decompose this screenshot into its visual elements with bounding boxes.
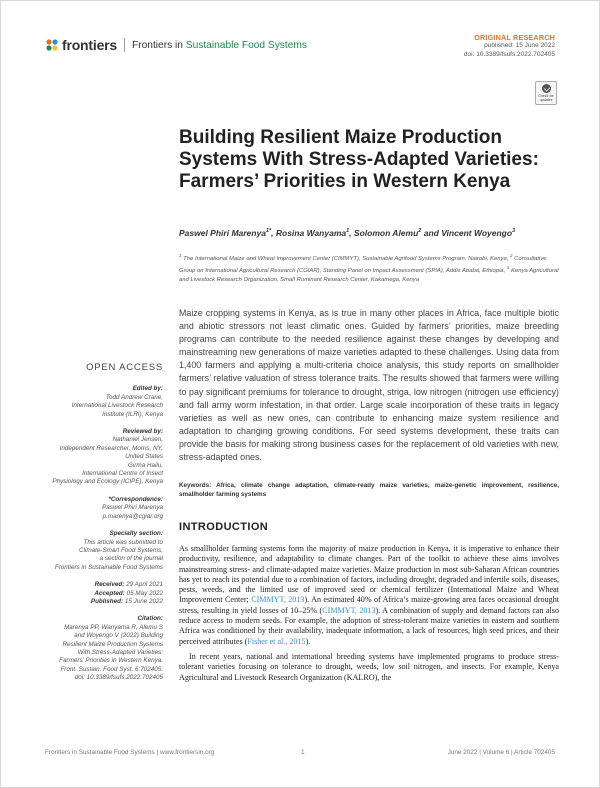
author-sup: 2: [418, 228, 422, 235]
correspondence-label: *Correspondence:: [108, 495, 163, 503]
citation-link[interactable]: CIMMYT, 2013: [251, 595, 305, 605]
received-date: 29 April 2021: [124, 581, 163, 589]
citation-label: Citation:: [137, 615, 163, 623]
frontiers-logo-icon: [45, 38, 59, 52]
keywords: [179, 482, 559, 499]
author-sep: and: [421, 228, 442, 238]
article-sidebar: [41, 364, 163, 683]
accepted-label: Accepted:: [94, 589, 125, 597]
intro-heading: INTRODUCTION: [179, 521, 269, 533]
affiliation-text: The International Maize and Wheat Improvement Center (CIMMYT), Sustainable Agrifood Systems Program, Nairobi, Kenya,: [181, 255, 511, 262]
received-row: [41, 581, 163, 589]
citation-link[interactable]: Fisher et al., 2015: [247, 636, 306, 646]
article-doi[interactable]: doi: 10.3389/fsufs.2022.702405: [463, 50, 555, 58]
affiliation-sup: 2: [510, 253, 513, 258]
correspondence[interactable]: Paswel Phiri Marenya p.marenya@cgiar.org: [102, 504, 163, 520]
citation-link[interactable]: CIMMYT, 2013: [322, 605, 376, 615]
published-date-sidebar: 15 June 2022: [123, 597, 163, 605]
journal-name: [132, 40, 307, 51]
brand-wordmark: frontiers: [62, 37, 117, 53]
check-for-updates-button[interactable]: [535, 81, 557, 105]
article-type: ORIGINAL RESEARCH: [474, 33, 555, 42]
footer-issue-info: June 2022 | Volume 6 | Article 702405: [447, 749, 555, 756]
author-name[interactable]: Solomon Alemu: [353, 228, 419, 238]
author-sup: 1*: [265, 228, 272, 235]
published-label: Published:: [90, 597, 124, 605]
keywords-label: Keywords:: [179, 482, 212, 489]
author-name[interactable]: Rosina Wanyama: [275, 228, 347, 238]
author-sep: ,: [271, 228, 276, 238]
affiliation-sup: 3: [506, 264, 510, 270]
citation: Marenya PP, Wanyama R, Alemu S and Woyengo V (2022) Building Resilient Maize Production Systems With Stress-Adapted Varieties: Farmers’ Priorities in Western Kenya. Front. Sustain. Food Syst. 6:702405. doi: 10.3389/fsufs.2022.702405: [59, 623, 163, 682]
intro-text: ). A combination of supply and demand factors can also reduce access to modern seeds. For example, the adoption of stress-tolerant maize varieties in eastern and southern Africa was conditioned by their availability, inadequate information, a lack of resources, high seed prices, and their perceived attributes (: [179, 605, 559, 646]
check-updates-line2: updates: [539, 98, 553, 102]
page-number: 1: [301, 749, 305, 756]
accepted-date: 05 May 2022: [124, 589, 163, 597]
journal-brand[interactable]: [45, 37, 307, 53]
author-sup: 1: [346, 228, 350, 235]
brand-divider: [124, 38, 125, 52]
published-date: published: 15 June 2022: [484, 42, 555, 50]
accepted-row: [41, 590, 163, 598]
dates-block: [41, 581, 163, 606]
affiliation-text: Kenya Agricultural and Livestock Research Organization, Small Ruminant Research Center, Kakamega, Kenya: [179, 267, 559, 283]
check-updates-icon: [542, 84, 551, 93]
author-name[interactable]: Paswel Phiri Marenya: [179, 228, 266, 238]
edited-by: Todd Andrew Crane, International Livestock Research Institute (ILRI), Kenya: [71, 393, 163, 418]
author-list: [179, 228, 559, 238]
reviewed-by-label: Reviewed by:: [122, 428, 163, 436]
intro-paragraph: [179, 544, 559, 647]
abstract: Maize cropping systems in Kenya, as is true in many other places in Africa, face multiple biotic and abiotic stressors not least climatic ones. Guided by farmers’ priorities, maize breeding programs can contribute to the needed resilience against these changes by developing and mainstreaming new generations of maize varieties adapted to these challenges. Using data from 1,400 farmers and applying a multi-criteria choice analysis, this study reports on smallholder farmers’ relative valuation of stress tolerance traits. The results showed that farmers were willing to pay significant premiums for tolerance to drought, striga, low nitrogen (nitrogen use efficiency) and fall army worm infestation, in that order. Large scale incorporation of these traits in legacy varieties as well as new ones, can contribute to enhancing maize system resilience and adaptation to changing growing conditions. For seed systems development, these traits can provide the basis for making strong business cases for the replacement of old varieties with new, stress-adapted ones.: [179, 308, 559, 463]
footer-journal-link[interactable]: Frontiers in Sustainable Food Systems | www.frontiersin.org: [45, 749, 215, 756]
open-access-badge: OPEN ACCESS: [86, 362, 163, 373]
journal-prefix: Frontiers in: [132, 39, 186, 51]
page-footer: [45, 749, 555, 756]
intro-text: ). An estimated 40% of Africa’s maize-growing area faces occasional drought stress, resulting in yield losses of 10–25% (: [179, 595, 559, 615]
intro-text: As smallholder farming systems form the majority of maize production in Kenya, it is imperative to enhance their productivity, resilience, and adaptability to climate changes. Part of the toolkit to achieve these aims involves mainstreaming stress- and climate-adapted maize varieties. Maize production in most sub-Saharan African countries has yet to reach its potential due to a combination of factors, including drought, degraded and infertile soils, diseases, pests, weeds, and the limited use of improved seed or chemical fertilizer (International Maize and Wheat Improvement Center;: [179, 544, 559, 605]
received-label: Received:: [94, 581, 125, 589]
affiliations: [179, 252, 559, 285]
intro-paragraph: In recent years, national and international breeding systems have implemented programs to produce stress-tolerant varieties focusing on tolerance to drought, weeds, low soil nitrogen, and insects. For example, Kenya Agricultural and Livestock Research Organization (KALRO), the: [179, 651, 559, 682]
edited-by-label: Edited by:: [132, 385, 163, 393]
author-sep: ,: [349, 228, 354, 238]
reviewed-by: Nathaniel Jensen, Independent Researcher, Morris, NY, United States Girma Hailu, International Centre of Insect Physiology and Ecology (ICIPE), Kenya: [52, 436, 163, 486]
author-name[interactable]: Vincent Woyengo: [441, 228, 513, 238]
check-updates-line1: Check for: [538, 94, 554, 98]
affiliation-text: Consultative Group on International Agricultural Research (CGIAR), Standing Panel on Impact Assessment (SPIA), Addis Ababa, Ethiopia,: [179, 255, 547, 274]
specialty-section: This article was submitted to Climate-Smart Food Systems, a section of the journal Frontiers in Sustainable Food Systems: [54, 538, 163, 571]
article-title: Building Resilient Maize Production Systems With Stress-Adapted Varieties: Farmers’ Priorities in Western Kenya: [179, 127, 539, 192]
specialty-label: Specialty section:: [109, 530, 163, 538]
article-meta: [464, 34, 555, 59]
affiliation-sup: 1: [179, 253, 182, 258]
author-sup: 3: [512, 228, 516, 235]
intro-text: ).: [305, 636, 311, 646]
published-row: [41, 598, 163, 606]
keywords-text: Africa, climate change adaptation, climate-ready maize varieties, maize-genetic improvement, resilience, smallholder farming systems: [179, 482, 559, 498]
journal-highlight: Sustainable Food Systems: [185, 39, 307, 51]
intro-body: [179, 544, 559, 688]
